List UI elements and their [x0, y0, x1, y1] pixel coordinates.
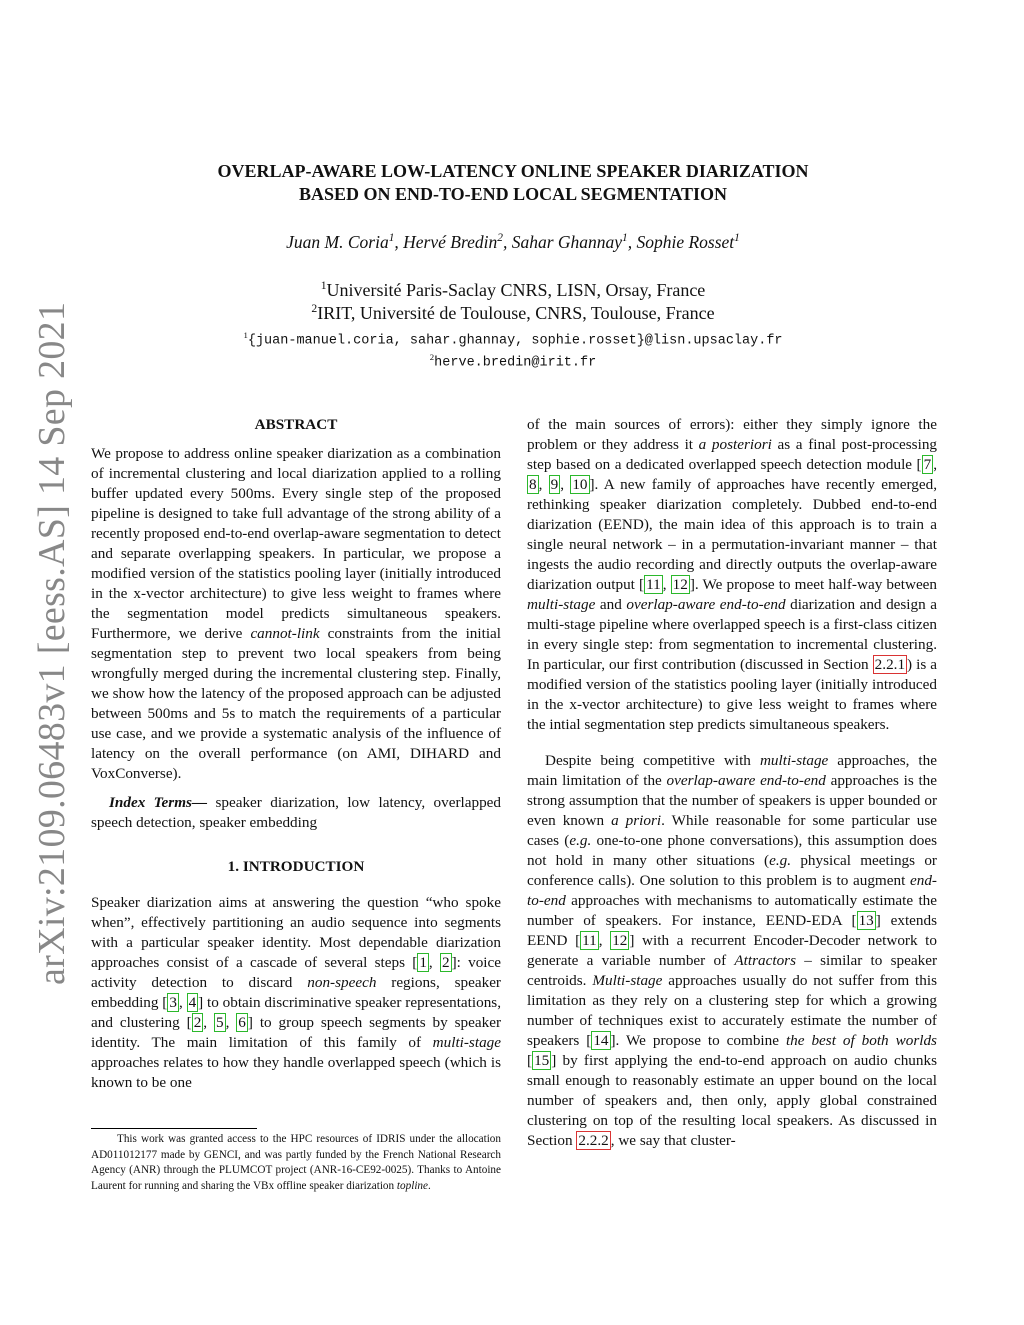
author-list: Juan M. Coria$^1$, Hervé Bredin$^2$, Sahar Ghannay$^1$, Sophie Rosset$^1$: [286, 232, 740, 252]
index-terms: Index Terms— speaker diarization, low latency, overlapped speech detection, speaker embedding: [91, 794, 501, 831]
left-column: [91, 415, 501, 1093]
citation-link[interactable]: 1: [419, 954, 427, 971]
citation-link[interactable]: 4: [188, 994, 197, 1011]
section-link[interactable]: 2.2.1: [874, 656, 906, 673]
affiliation-mark: 2: [311, 302, 318, 315]
title-line-2: BASED ON END-TO-END LOCAL SEGMENTATION: [298, 184, 728, 204]
author-name: Juan M. Coria: [286, 232, 389, 252]
author-name: Hervé Bredin: [403, 232, 498, 252]
citation-link[interactable]: 12: [612, 932, 628, 949]
arxiv-identifier: arXiv:2109.06483v1 [eess.AS] 14 Sep 2021: [31, 301, 73, 985]
introduction-paragraph: Speaker diarization aims at answering the question “who spoke when”, effectively partitioning an audio sequence into segments with a particular speaker identity. Most dependable diarization approaches consist of a cascade of several steps [ 1 , 2 ]: voice activity detection to discard non-speech regions, speaker embedding [ 3 , 4 ] to obtain discriminative speaker representations, and clustering [ 2 , 5 , 6 ] to group speech segments by speaker identity. The main limitation of this family of multi-stage approaches relates to how they handle overlapped speech (which is known to be one: [91, 894, 502, 1091]
right-paragraph-2: Despite being competitive with multi-stage approaches, the main limitation of the overlap-aware end-to-end approaches is the strong assumption that the number of speakers is upper bounded or even known a priori. While reasonable for some particular use cases (e.g. one-to-one phone conversations), this assumption does not hold in many other situations (e.g. physical meetings or conference calls). One solution to this problem is to augment end-to-end approaches with mechanisms to automatically estimate the number of speakers. For instance, EEND-EDA [ 13 ] extends EEND [ 11 , 12 ] with a recurrent Encoder-Decoder network to generate a variable number of Attractors – similar to speaker centroids. Multi-stage approaches usually do not suffer from this limitation as they rely on a clustering step for which a growing number of techniques exist to accurately estimate the number of speakers [ 14 ]. We propose to combine the best of both worlds [ 15 ] by first applying the end-to-end approach on audio chunks small enough to reasonably estimate an upper bound on the local number of speakers and, then only, apply global constrained clustering on top of the resulting local speakers. As discussed in Section 2.2.2 , we say that cluster-: [527, 752, 938, 1149]
index-terms-label: Index Terms—: [109, 794, 208, 811]
email-mark: 1: [243, 330, 248, 340]
citation-link[interactable]: 5: [215, 1014, 224, 1031]
email-mark: 2: [429, 352, 435, 362]
citation-link[interactable]: 3: [169, 994, 177, 1011]
author-affiliation-mark: 2: [497, 232, 503, 245]
email-line-2: [110, 352, 916, 371]
abstract-paragraph: We propose to address online speaker diarization as a combination of incremental clustering and local diarization applied to a rolling buffer updated every 500ms. Every single step of the proposed pipeline is designed to take full advantage of the strong ability of a recently proposed end-to-end overlap-aware segmentation to detect and separate overlapping speakers. In particular, we propose a modified version of the statistics pooling layer (initially introduced in the x-vector architecture) to give less weight to frames where the segmentation model predicts simultaneous speakers. Furthermore, we derive cannot-link constraints from the initial segmentation step to prevent two local speakers from being wrongfully merged during the incremental clustering step. Finally, we show how the latency of the proposed approach can be adjusted between 500ms and 5s to match the requirements of a particular use case, and we provide a systematic analysis of the influence of latency on the overall performance (on AMI, DIHARD and VoxConverse).: [91, 445, 501, 782]
author-name: Sahar Ghannay: [511, 232, 623, 252]
author-name: Sophie Rosset: [636, 232, 735, 252]
author-affiliation-mark: 1: [622, 232, 628, 245]
email-text: {juan-manuel.coria, sahar.ghannay, sophie.rosset}@lisn.upsaclay.fr: [247, 333, 783, 349]
affiliation-1: [110, 279, 916, 301]
email-text: herve.bredin@irit.fr: [434, 355, 597, 371]
email-line-1: [110, 330, 916, 349]
right-column: [527, 415, 937, 1151]
citation-link[interactable]: 7: [923, 456, 932, 473]
author-affiliation-mark: 1: [734, 232, 740, 245]
citation-link[interactable]: 10: [572, 476, 588, 493]
section-link[interactable]: 2.2.2: [578, 1132, 609, 1149]
citation-link[interactable]: 14: [593, 1032, 609, 1049]
title-line-1: OVERLAP-AWARE LOW-LATENCY ONLINE SPEAKER DIARIZATION: [217, 161, 809, 181]
citation-link[interactable]: 13: [858, 912, 874, 929]
citation-link[interactable]: 11: [646, 576, 661, 593]
abstract-heading: ABSTRACT: [254, 416, 338, 433]
affiliation-text: Université Paris-Saclay CNRS, LISN, Orsay, France: [326, 280, 706, 300]
citation-link[interactable]: 15: [534, 1052, 550, 1069]
citation-link[interactable]: 6: [238, 1014, 246, 1031]
affiliation-mark: 1: [320, 279, 327, 292]
affiliation-2: [110, 302, 916, 324]
citation-link[interactable]: 2: [193, 1014, 202, 1031]
introduction-heading: 1. INTRODUCTION: [227, 858, 365, 875]
right-paragraph-1: of the main sources of errors): either they simply ignore the problem or they address it a posteriori as a final post-processing step based on a dedicated overlapped speech detection module [ 7 , 8 , 9 , 10 ]. A new family of approaches have recently emerged, rethinking speaker diarization completely. Dubbed end-to-end diarization (EEND), the main idea of this approach is to train a single neural network – in a permutation-invariant manner – that ingests the audio recording and directly outputs the overlap-aware diarization output [ 11 , 12 ]. We propose to meet half-way between multi-stage and overlap-aware end-to-end diarization and design a multi-stage pipeline where overlapped speech is a first-class citizen in every single step: from segmentation to incremental clustering. In particular, our first contribution (discussed in Section 2.2.1 ) is a modified version of the statistics pooling layer (initially introduced in the x-vector architecture) to give less weight to frames where the intial segmentation step predicts simultaneous speakers.: [527, 416, 938, 733]
footnote: This work was granted access to the HPC resources of IDRIS under the allocation AD011012177 made by GENCI, and was partly funded by the French National Research Agency (ANR) through the PLUMCOT project (ANR-16-CE92-0025). Thanks to Antoine Laurent for running and sharing the VBx offline speaker diarization topline.: [91, 1133, 501, 1192]
paper-title: [110, 160, 916, 206]
footnote-rule: [91, 1128, 257, 1129]
citation-link[interactable]: 11: [582, 932, 597, 949]
citation-link[interactable]: 2: [441, 954, 450, 971]
citation-link[interactable]: 12: [672, 576, 688, 593]
citation-link[interactable]: 9: [550, 476, 559, 493]
citation-link[interactable]: 8: [529, 476, 537, 493]
author-affiliation-mark: 1: [388, 232, 395, 245]
affiliation-text: IRIT, Université de Toulouse, CNRS, Toulouse, France: [317, 303, 715, 323]
